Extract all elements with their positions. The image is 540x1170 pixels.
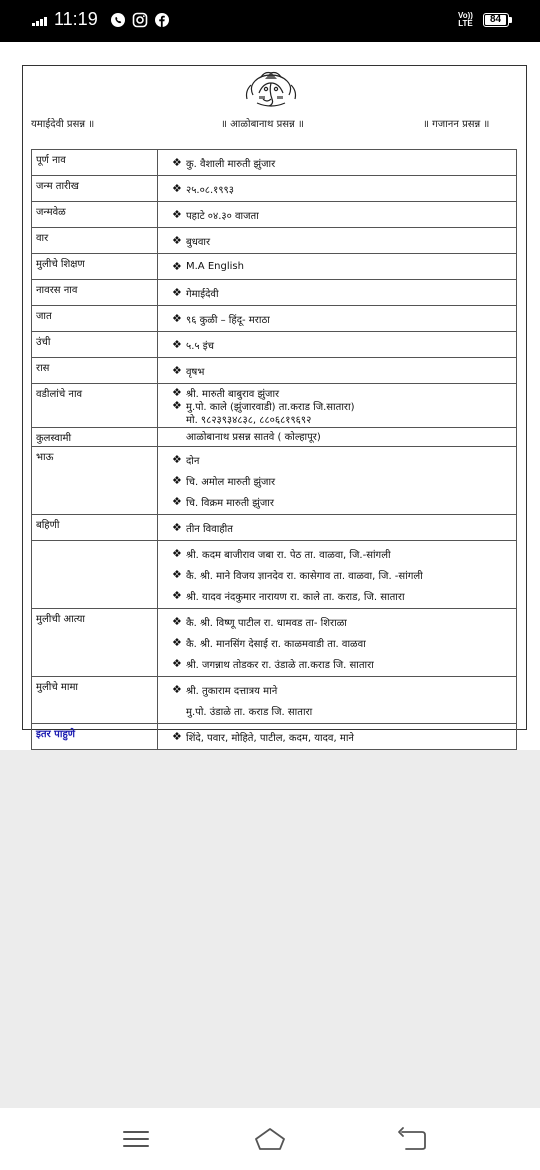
bullet-icon: ❖ <box>172 182 182 195</box>
value-line <box>162 726 512 747</box>
value-line <box>162 653 512 674</box>
battery-tip <box>509 17 512 23</box>
whatsapp-icon <box>110 12 126 28</box>
value-line <box>162 700 512 721</box>
table-row <box>32 150 517 176</box>
row-label: इतर पाहुणे <box>32 724 158 750</box>
ganesha-emblem <box>239 69 303 109</box>
value-text: कै. श्री. मानसिंग देसाई रा. काळमवाडी ता. वाळवा <box>186 638 366 650</box>
bullet-icon: ❖ <box>172 234 182 247</box>
row-value <box>158 677 517 724</box>
value-line <box>162 178 512 199</box>
row-label: पूर्ण नाव <box>32 150 158 176</box>
value-text: गेमाईदेवी <box>186 288 219 300</box>
bullet-icon: ❖ <box>172 683 182 696</box>
row-label: वार <box>32 228 158 254</box>
value-line <box>162 152 512 173</box>
center-blessing: ॥ आळोबानाथ प्रसन्न ॥ <box>221 119 304 130</box>
value-line <box>162 256 512 277</box>
back-button[interactable] <box>396 1126 428 1152</box>
value-text: श्री. तुकाराम दत्तात्रय माने <box>186 685 278 697</box>
row-value <box>158 609 517 677</box>
row-label: मुलीचे मामा <box>32 677 158 724</box>
table-row <box>32 724 517 750</box>
value-text: श्री. कदम बाजीराव जबा रा. पेठ ता. वाळवा, जि.-सांगली <box>186 549 391 561</box>
value-line <box>162 632 512 653</box>
bullet-icon: ❖ <box>172 657 182 670</box>
navigation-bar <box>0 1108 540 1170</box>
bullet-icon: ❖ <box>172 156 182 169</box>
bullet-icon: ❖ <box>172 589 182 602</box>
recents-button[interactable] <box>120 1126 152 1152</box>
bullet-icon: ❖ <box>172 474 182 487</box>
row-value <box>158 515 517 541</box>
row-value <box>158 332 517 358</box>
value-text: M.A English <box>186 261 244 272</box>
row-label: जात <box>32 306 158 332</box>
value-text: तीन विवाहीत <box>186 523 233 535</box>
bullet-icon: ❖ <box>172 338 182 351</box>
row-value <box>158 280 517 306</box>
bullet-icon: ❖ <box>172 453 182 466</box>
row-value <box>158 176 517 202</box>
table-row <box>32 515 517 541</box>
value-line <box>162 679 512 700</box>
value-text: ९६ कुळी – हिंदू- मराठा <box>186 314 270 326</box>
biodata-page <box>22 65 527 744</box>
battery-level: 84 <box>489 14 502 25</box>
row-label: बहिणी <box>32 515 158 541</box>
value-line <box>162 491 512 512</box>
table-row <box>32 254 517 280</box>
value-line <box>162 611 512 632</box>
row-value <box>158 228 517 254</box>
value-line <box>162 585 512 606</box>
network-label: Vo)) LTE <box>458 11 473 28</box>
table-row <box>32 306 517 332</box>
bullet-icon: ❖ <box>172 386 182 399</box>
document-viewer[interactable] <box>0 42 540 750</box>
row-value <box>158 202 517 228</box>
value-text: चि. विक्रम मारुती झुंजार <box>186 497 274 509</box>
bullet-icon: ❖ <box>172 521 182 534</box>
row-value <box>158 724 517 750</box>
signal-icon <box>32 16 50 26</box>
row-value <box>158 541 517 609</box>
row-label: नावरस नाव <box>32 280 158 306</box>
value-text: चि. अमोल मारुती झुंजार <box>186 476 276 488</box>
row-value <box>158 447 517 515</box>
row-label: मुलीची आत्या <box>32 609 158 677</box>
row-label: मुलीचे शिक्षण <box>32 254 158 280</box>
value-text: श्री. जगन्नाथ तोडकर रा. उंडाळे ता.कराड जि. सातारा <box>186 659 374 671</box>
table-row <box>32 384 517 428</box>
table-row <box>32 541 517 609</box>
value-line <box>162 470 512 491</box>
bullet-icon: ❖ <box>172 364 182 377</box>
row-label: जन्मवेळ <box>32 202 158 228</box>
value-text: मो. ९८२३९३४८३८, ८८०६८१९६९२ <box>186 414 312 426</box>
value-text: वृषभ <box>186 366 205 378</box>
table-row <box>32 609 517 677</box>
bullet-icon: ❖ <box>172 312 182 325</box>
bullet-icon: ❖ <box>172 260 182 273</box>
value-line <box>162 564 512 585</box>
table-row <box>32 228 517 254</box>
table-row <box>32 428 517 447</box>
value-line <box>162 334 512 355</box>
value-text: श्री. मारुती बाबुराव झुंजार <box>186 388 280 400</box>
row-label: उंची <box>32 332 158 358</box>
status-time: 11:19 <box>54 9 98 29</box>
row-label: वडीलांचे नाव <box>32 384 158 428</box>
facebook-icon <box>154 12 170 28</box>
row-value <box>158 358 517 384</box>
value-line <box>162 543 512 564</box>
battery-icon <box>483 13 509 27</box>
value-line <box>162 308 512 329</box>
right-blessing: ॥ गजानन प्रसन्न ॥ <box>423 119 490 130</box>
value-line <box>162 282 512 303</box>
bullet-icon: ❖ <box>172 547 182 560</box>
table-row <box>32 332 517 358</box>
row-label: जन्म तारीख <box>32 176 158 202</box>
row-label: रास <box>32 358 158 384</box>
value-line <box>162 360 512 381</box>
bullet-icon: ❖ <box>172 208 182 221</box>
value-text: दोन <box>186 455 200 467</box>
value-line <box>162 430 512 441</box>
bullet-icon: ❖ <box>172 615 182 628</box>
table-row <box>32 176 517 202</box>
status-bar <box>0 0 540 42</box>
bullet-icon: ❖ <box>172 286 182 299</box>
row-label: कुलस्वामी <box>32 428 158 447</box>
value-line <box>162 412 512 425</box>
table-row <box>32 677 517 724</box>
value-text: पहाटे ०४.३० वाजता <box>186 210 259 222</box>
bullet-icon: ❖ <box>172 636 182 649</box>
value-text: शिंदे, पवार, मोहिते, पाटील, कदम, यादव, माने <box>186 732 354 744</box>
value-line <box>162 399 512 412</box>
value-line <box>162 204 512 225</box>
value-text: बुधवार <box>186 236 211 248</box>
table-row <box>32 280 517 306</box>
row-value <box>158 384 517 428</box>
row-value <box>158 306 517 332</box>
row-value <box>158 254 517 280</box>
value-line <box>162 517 512 538</box>
value-text: श्री. यादव नंदकुमार नारायण रा. काले ता. कराड, जि. सातारा <box>186 591 405 603</box>
value-text: २५.०८.१९९३ <box>186 184 234 196</box>
bullet-icon: ❖ <box>172 730 182 743</box>
row-label: भाऊ <box>32 447 158 515</box>
table-row <box>32 358 517 384</box>
value-text: कै. श्री. माने विजय ज्ञानदेव रा. कासेगाव ता. वाळवा, जि. -सांगली <box>186 570 423 582</box>
row-label <box>32 541 158 609</box>
row-value <box>158 428 517 447</box>
left-blessing: यमाईदेवी प्रसन्न ॥ <box>31 119 95 130</box>
value-text: आळोबानाथ प्रसन्न सातवे ( कोल्हापूर) <box>186 431 321 443</box>
bullet-icon: ❖ <box>172 399 182 412</box>
value-line <box>162 449 512 470</box>
row-value <box>158 150 517 176</box>
value-line <box>162 230 512 251</box>
home-button[interactable] <box>254 1126 286 1152</box>
biodata-table <box>31 149 517 750</box>
table-row <box>32 447 517 515</box>
value-text: मु.पो. काले (झुंजारवाडी) ता.कराड जि.सातारा) <box>186 401 355 413</box>
value-text: ५.५ इंच <box>186 340 215 352</box>
value-text: कै. श्री. विष्णू पाटील रा. धामवड ता- शिराळा <box>186 617 347 629</box>
bullet-icon: ❖ <box>172 495 182 508</box>
instagram-icon <box>132 12 148 28</box>
table-row <box>32 202 517 228</box>
value-line <box>162 386 512 399</box>
value-text: मु.पो. उंडाळे ता. कराड जि. सातारा <box>186 706 313 718</box>
value-text: कु. वैशाली मारुती झुंजार <box>186 158 276 170</box>
bullet-icon: ❖ <box>172 568 182 581</box>
